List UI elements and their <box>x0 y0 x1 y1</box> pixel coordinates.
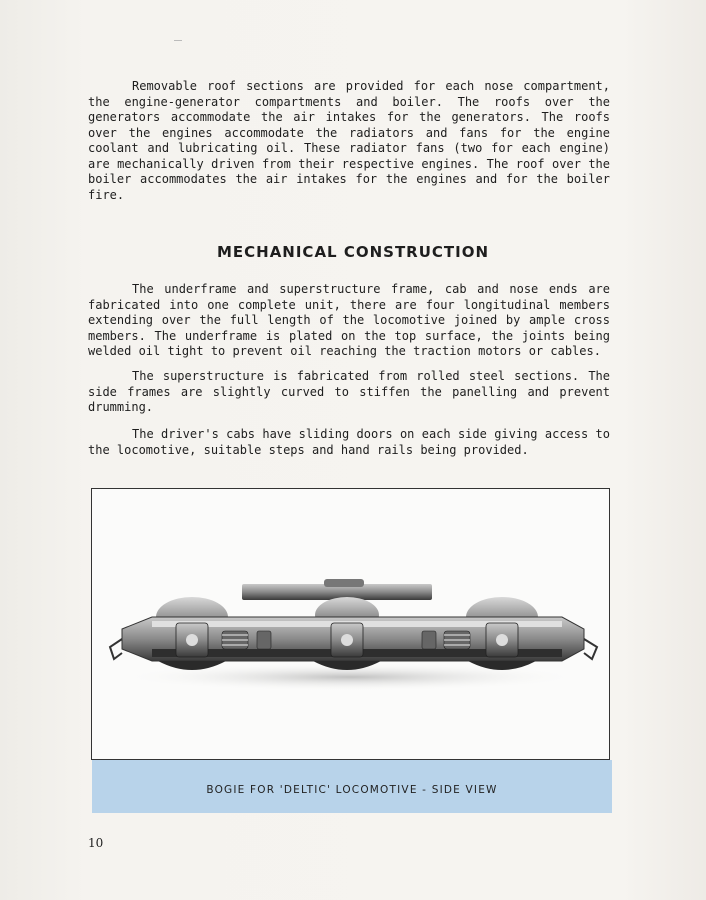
figure-caption: BOGIE FOR 'DELTIC' LOCOMOTIVE - SIDE VIEW <box>206 784 498 796</box>
paragraph-underframe: The underframe and superstructure frame, cab and nose ends are fabricated into one complete unit, there are four longitudinal members extending over the full length of the locomotive joined by ample cross members. The underframe is plated on the top surface, the joints being welded oil tight to prevent oil reaching the traction motors or cables. <box>88 282 610 358</box>
bogie-photograph <box>91 488 610 760</box>
page-number: 10 <box>88 836 104 850</box>
paragraph-roof-sections: Removable roof sections are provided for each nose compartment, the engine-generator compartments and boiler. The roofs over the generators accommodate the air intakes for the generators. The roofs over the engines accommodate the radiators and fans for the engine coolant and lubricating oil. These radiator fans (two for each engine) are mechanically driven from their respective engines. The roof over the boiler accommodates the air intakes for the engines and for the boiler fire. <box>88 79 610 202</box>
figure-caption-bar <box>92 760 612 813</box>
paragraph-drivers-cabs: The driver's cabs have sliding doors on each side giving access to the locomotive, suitable steps and hand rails being provided. <box>88 427 610 457</box>
section-heading: MECHANICAL CONSTRUCTION <box>216 243 490 261</box>
bogie-illustration <box>92 489 609 759</box>
page-mark <box>174 40 182 41</box>
paragraph-superstructure: The superstructure is fabricated from rolled steel sections. The side frames are slightly curved to stiffen the panelling and prevent drumming. <box>88 369 610 414</box>
